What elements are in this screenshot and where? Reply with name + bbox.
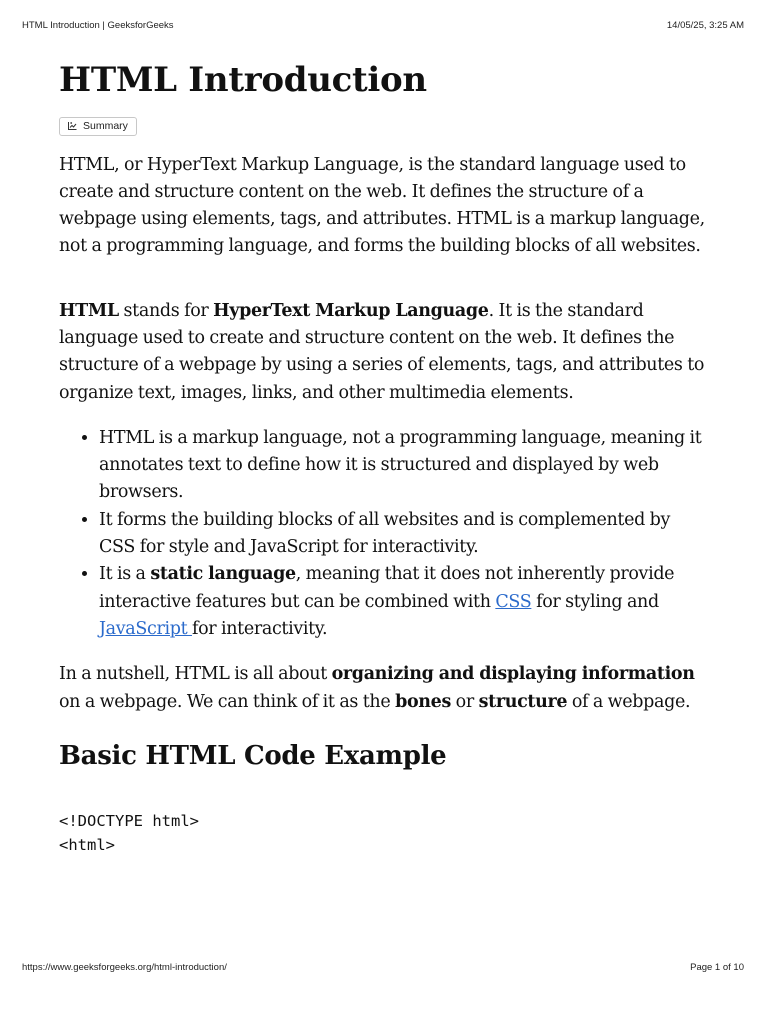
list-item-text-4: for interactivity. [191, 618, 328, 639]
definition-term: HTML [59, 300, 119, 321]
code-line: <html> [59, 835, 115, 854]
list-item: • HTML is a markup language, not a programming language, meaning it annotates text to define how it is structured and displayed by web browsers. [99, 425, 709, 507]
summary-sparkle-icon [67, 121, 78, 131]
list-item-text-3: for styling and [531, 591, 659, 612]
section-heading: Basic HTML Code Example [59, 740, 447, 771]
page-title: HTML Introduction [59, 60, 427, 100]
nutshell-paragraph [59, 661, 709, 716]
list-item-text-1: It is a [99, 564, 151, 585]
print-footer [22, 962, 744, 973]
feature-list [59, 425, 709, 643]
definition-text-2: . It is the standard language used to create and structure content on the web. It defines the structure of a webpage by using a series of elements, tags, and attributes to organize text, images, links, and other multimedia elements. [59, 300, 705, 403]
definition-expansion: HyperText Markup Language [213, 300, 489, 321]
nutshell-text-4: of a webpage. [567, 691, 691, 712]
article [59, 56, 709, 857]
nutshell-bold-3: structure [478, 691, 568, 712]
intro-paragraph: HTML, or HyperText Markup Language, is the standard language used to create and structure content on the web. It defines the structure of a webpage using elements, tags, and attributes. HTML is a markup language, not a programming language, and forms the building blocks of all websites. [59, 154, 705, 257]
static-language-term: static language [150, 564, 296, 585]
print-header [22, 20, 744, 31]
nutshell-text-3: or [450, 691, 479, 712]
list-item: • It forms the building blocks of all websites and is complemented by CSS for style and JavaScript for interactivity. [99, 507, 709, 562]
javascript-link[interactable]: JavaScript [99, 618, 192, 639]
print-footer-page: Page 1 of 10 [690, 962, 744, 973]
css-link[interactable]: CSS [495, 591, 532, 612]
summary-button[interactable] [59, 117, 137, 136]
list-item-text-2: , meaning that it does not inherently provide interactive features but can be combined with [99, 564, 675, 612]
print-header-title: HTML Introduction | GeeksforGeeks [22, 20, 174, 31]
print-footer-url: https://www.geeksforgeeks.org/html-introduction/ [22, 962, 227, 973]
nutshell-text-1: In a nutshell, HTML is all about [59, 664, 332, 685]
nutshell-bold-1: organizing and displaying information [331, 664, 695, 685]
print-header-datetime: 14/05/25, 3:25 AM [666, 20, 744, 31]
definition-text-1: stands for [118, 300, 214, 321]
list-item [99, 561, 709, 643]
summary-button-label: Summary [83, 120, 128, 132]
code-line: <!DOCTYPE html> [59, 811, 199, 830]
nutshell-bold-2: bones [395, 691, 451, 712]
definition-paragraph [59, 298, 709, 407]
code-block [59, 809, 709, 857]
nutshell-text-2: on a webpage. We can think of it as the [59, 691, 396, 712]
